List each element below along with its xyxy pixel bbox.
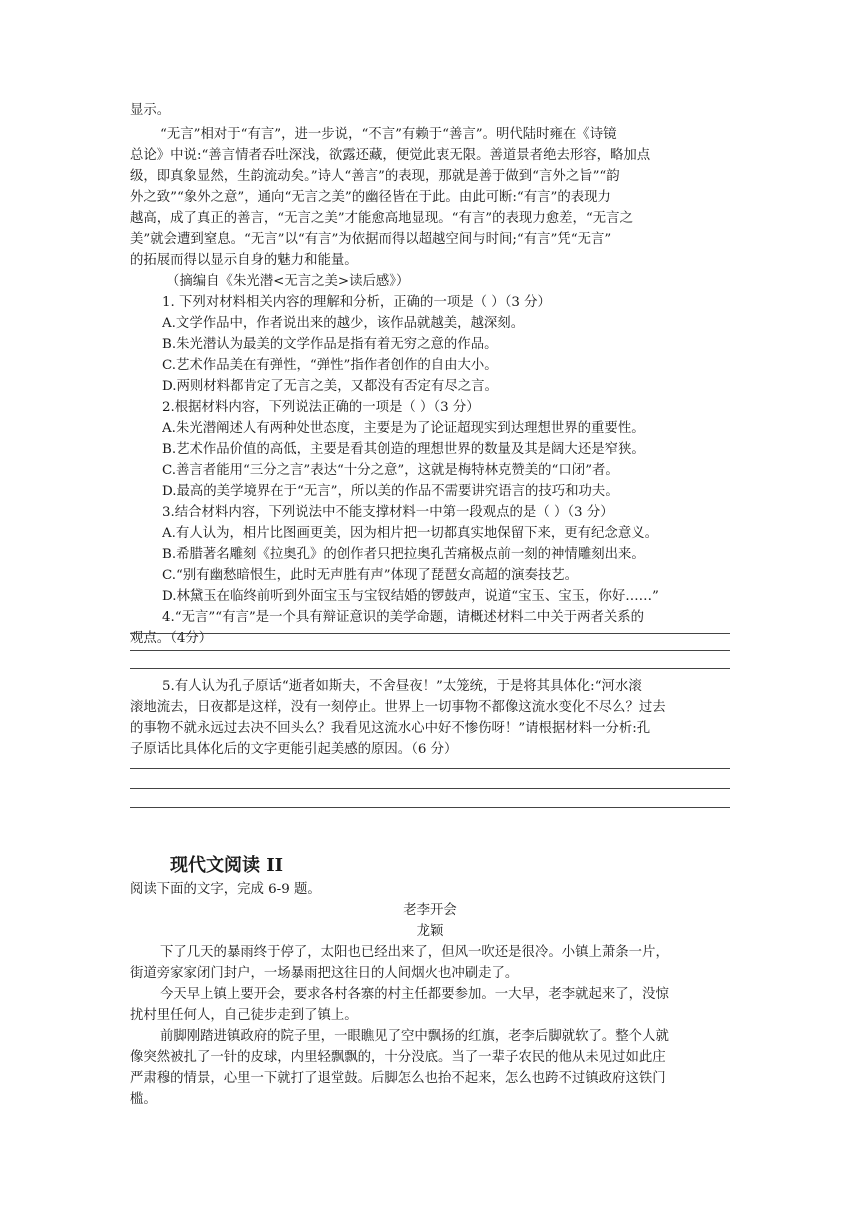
question-3-stem: 3.结合材料内容，下列说法中不能支撑材料一中第一段观点的是（ ）（3 分）: [162, 505, 614, 520]
story-line: 扰村里任何人，自己徒步走到了镇上。: [130, 1008, 358, 1023]
question-1-stem: 1. 下列对材料相关内容的理解和分析，正确的一项是（ ）（3 分）: [162, 295, 551, 310]
story-line: 下了几天的暴雨终于停了，太阳也已经出来了，但风一吹还是很冷。小镇上萧条一片，: [160, 945, 669, 960]
story-line: 像突然被扎了一针的皮球，内里轻飘飘的，十分没底。当了一辈子农民的他从未见过如此庄: [130, 1050, 666, 1065]
question-1-option-a: A.文学作品中，作者说出来的越少，该作品就越美，越深刻。: [162, 316, 525, 331]
question-4-stem-cont: 观点。（4分）: [130, 631, 213, 646]
story-line: 前脚刚踏进镇政府的院子里，一眼瞧见了空中飘扬的红旗，老李后脚就软了。整个人就: [160, 1029, 669, 1044]
question-2-option-a: A.朱光潜阐述人有两种处世态度，主要是为了论证超现实到达理想世界的重要性。: [162, 421, 645, 436]
source-citation: （摘编自《朱光潜<无言之美>读后感》）: [166, 274, 410, 289]
question-5-stem: 5.有人认为孔子原话“逝者如斯夫，不舍昼夜！”太笼统，于是将其具体化:“河水滚: [162, 679, 642, 694]
question-3-option-b: B.希腊著名雕刻《拉奥孔》的创作者只把拉奥孔苦痛极点前一刻的神情雕刻出来。: [162, 547, 645, 562]
question-3-option-c: C.“别有幽愁暗恨生，此时无声胜有声”体现了琵琶女高超的演奏技艺。: [162, 568, 579, 583]
reading-instruction: 阅读下面的文字，完成 6-9 题。: [130, 882, 321, 897]
paragraph-line: 越高，成了真正的善言，“无言之美”才能愈高地显现。“有言”的表现力愈差，“无言之: [130, 211, 633, 226]
question-1-option-d: D.两则材料都肯定了无言之美，又都没有否定有尽之言。: [162, 379, 498, 394]
question-4-stem: 4.“无言”“有言”是一个具有辩证意识的美学命题，请概述材料二中关于两者关系的: [162, 610, 645, 625]
question-1-option-c: C.艺术作品美在有弹性，“弹性”指作者创作的自由大小。: [162, 358, 498, 373]
question-2-option-b: B.艺术作品价值的高低，主要是看其创造的理想世界的数量及其是阔大还是窄狭。: [162, 442, 645, 457]
question-5-stem-cont: 子原话比具体化后的文字更能引起美感的原因。（6 分）: [130, 742, 458, 757]
question-3-option-a: A.有人认为，相片比图画更美，因为相片把一切都真实地保留下来，更有纪念意义。: [162, 526, 658, 541]
answer-line[interactable]: [130, 668, 730, 669]
story-line: 严肃穆的情景，心里一下就打了退堂鼓。后脚怎么也抬不起来，怎么也跨不过镇政府这铁门: [130, 1071, 666, 1086]
question-5-stem-cont: 的事物不就永远过去决不回头么？我看见这流水心中好不惨伤呀！”请根据材料一分析:孔: [130, 721, 651, 736]
question-5-stem-cont: 滚地流去，日夜都是这样，没有一刻停止。世界上一切事物不都像这流水变化不尽么？过去: [130, 700, 666, 715]
answer-line[interactable]: [130, 788, 730, 789]
story-line: 街道旁家家闭门封户，一场暴雨把这往日的人间烟火也冲刷走了。: [130, 966, 519, 981]
story-line: 槛。: [130, 1092, 157, 1107]
paragraph-line: “无言”相对于“有言”，进一步说，“不言”有赖于“善言”。明代陆时雍在《诗镜: [160, 127, 617, 142]
answer-line[interactable]: [130, 650, 730, 651]
story-author: 龙颖: [416, 924, 444, 939]
story-line: 今天早上镇上要开会，要求各村各寨的村主任都要参加。一大早，老李就起来了，没惊: [160, 987, 669, 1002]
story-title: 老李开会: [403, 903, 457, 918]
paragraph-line: 美”就会遭到窒息。“无言”以“有言”为依据而得以超越空间与时间;“有言”凭“无言”: [130, 232, 612, 247]
section-heading: 现代文阅读 II: [170, 855, 284, 876]
question-2-stem: 2.根据材料内容，下列说法正确的一项是（ ）（3 分）: [162, 400, 480, 415]
question-3-option-d: D.林黛玉在临终前听到外面宝玉与宝钗结婚的锣鼓声，说道“宝玉、宝玉，你好……”: [162, 589, 659, 604]
paragraph-line: 外之致”“象外之意”，通向“无言之美”的幽径皆在于此。由此可断:“有言”的表现力: [130, 190, 611, 205]
answer-line[interactable]: [130, 633, 730, 634]
question-2-option-d: D.最高的美学境界在于“无言”，所以美的作品不需要讲究语言的技巧和功夫。: [162, 484, 619, 499]
paragraph-line: 显示。: [130, 103, 171, 118]
paragraph-line: 的拓展而得以显示自身的魅力和能量。: [130, 253, 358, 268]
answer-line[interactable]: [130, 768, 730, 769]
question-2-option-c: C.善言者能用“三分之言”表达“十分之意”，这就是梅特林克赞美的“口闭”者。: [162, 463, 619, 478]
question-1-option-b: B.朱光潜认为最美的文学作品是指有着无穷之意的作品。: [162, 337, 498, 352]
answer-line[interactable]: [130, 807, 730, 808]
paragraph-line: 级，即真象显然，生韵流动矣。”诗人“善言”的表现，那就是善于做到“言外之旨”“韵: [130, 169, 620, 184]
paragraph-line: 总论》中说:“善言情者吞吐深浅，欲露还藏，便觉此衷无限。善道景者绝去形容，略加点: [130, 148, 651, 163]
